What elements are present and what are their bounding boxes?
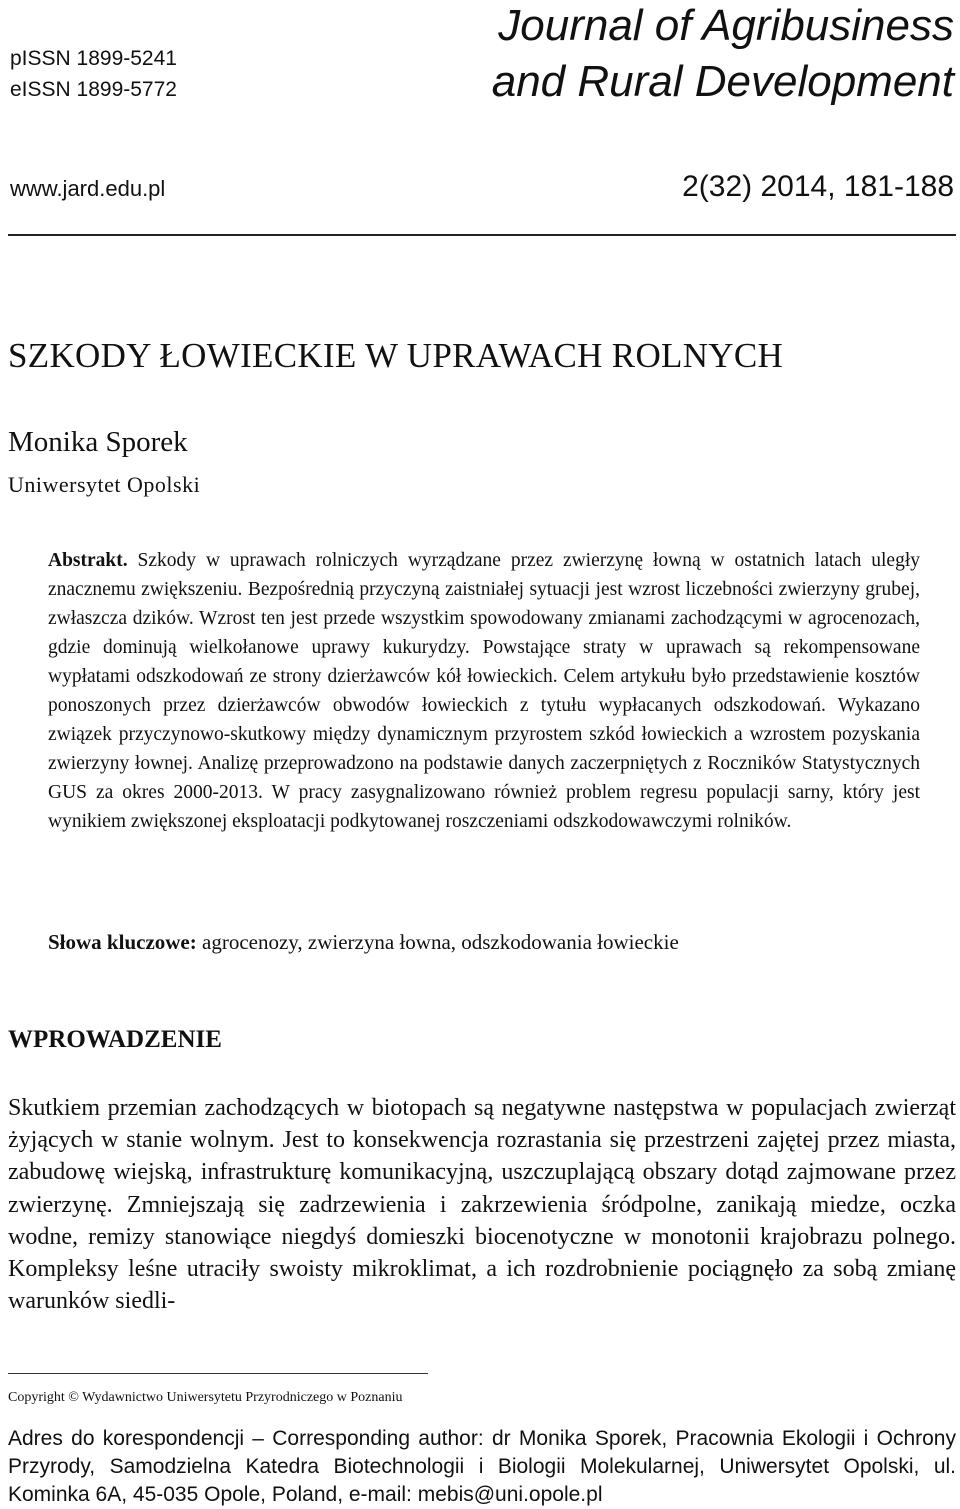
correspondence-address: Adres do korespondencji – Corresponding author: dr Monika Sporek, Pracownia Ekologii i Ochrony Przyrody, Samodzielna Katedra Biotechnologii i Biologii Molekularnej, Uniwersytet Opolski, ul. Kominka 6A, 45-035 Opole, Poland, e-mail: mebis@uni.opole.pl [8,1427,956,1506]
journal-website: www.jard.edu.pl [10,176,166,201]
article-title: SZKODY ŁOWIECKIE W UPRAWACH ROLNYCH [8,336,784,375]
issn-print: pISSN 1899-5241 [10,47,177,70]
article-author: Monika Sporek [8,426,188,458]
journal-title-line2: and Rural Development [491,57,954,106]
abstract-label: Abstrakt. [48,550,128,571]
section-body: Skutkiem przemian zachodzących w biotopach są negatywne następstwa w populacjach zwierząt żyjących w stanie wolnym. Jest to konsekwencja rozrastania się przestrzeni zajętej przez miasta, zabudowę wiejską, infrastrukturę komunikacyjną, uszczuplającą obszary dotąd zajmowane przez zwierzynę. Zmniejszają się zadrzewienia i zakrzewienia śródpolne, zanikają miedze, oczka wodne, remizy stanowiące niegdyś domieszki biocenotyczne w monotonii krajobrazu polnego. Kompleksy leśne utraciły swoisty mikroklimat, a ich rozdrobnienie pociągnęło za sobą zmianę warunków siedli- [8,1095,956,1315]
keywords-text: agrocenozy, zwierzyna łowna, odszkodowania łowieckie [202,930,679,954]
section-heading: WPROWADZENIE [8,1026,222,1053]
header-divider [8,234,956,236]
issn-block [10,43,177,105]
keywords [48,930,920,955]
journal-title-line1: Journal of Agribusiness [498,1,954,50]
issn-electronic: eISSN 1899-5772 [10,78,177,101]
abstract-text: Szkody w uprawach rolniczych wyrządzane przez zwierzynę łowną w ostatnich latach uległy znacznemu zwiększeniu. Bezpośrednią przyczyną zaistniałej sytuacji jest wzrost liczebności zwierzyny grubej, zwłaszcza dzików. Wzrost ten jest przede wszystkim spowodowany zmianami zachodzącymi w agrocenozach, gdzie dominują wielkołanowe uprawy kukurydzy. Powstające straty w uprawach są rekompensowane wypłatami odszkodowań ze strony dzierżawców kół łowieckich. Celem artykułu było przedstawienie kosztów ponoszonych przez dzierżawców obwodów łowieckich z tytułu wypłacanych odszkodowań. Wykazano związek przyczynowo-skutkowy między dynamicznym przyrostem szkód łowieckich a wzrostem pozyskania zwierzyny łownej. Analizę przeprowadzono na podstawie danych zaczerpniętych z Roczników Statystycznych GUS za okres 2000-2013. W pracy zasygnalizowano również problem regresu populacji sarny, który jest wynikiem zwiększonej eksploatacji podkytowanej roszczeniami odszkodowawczymi rolników. [48,550,920,832]
copyright-notice: Copyright © Wydawnictwo Uniwersytetu Przyrodniczego w Poznaniu [8,1390,403,1405]
issue-info: 2(32) 2014, 181-188 [682,170,954,203]
footnote-divider [8,1373,428,1374]
journal-title [492,0,954,110]
abstract [48,546,920,836]
author-affiliation: Uniwersytet Opolski [8,472,201,497]
keywords-label: Słowa kluczowe: [48,930,197,954]
